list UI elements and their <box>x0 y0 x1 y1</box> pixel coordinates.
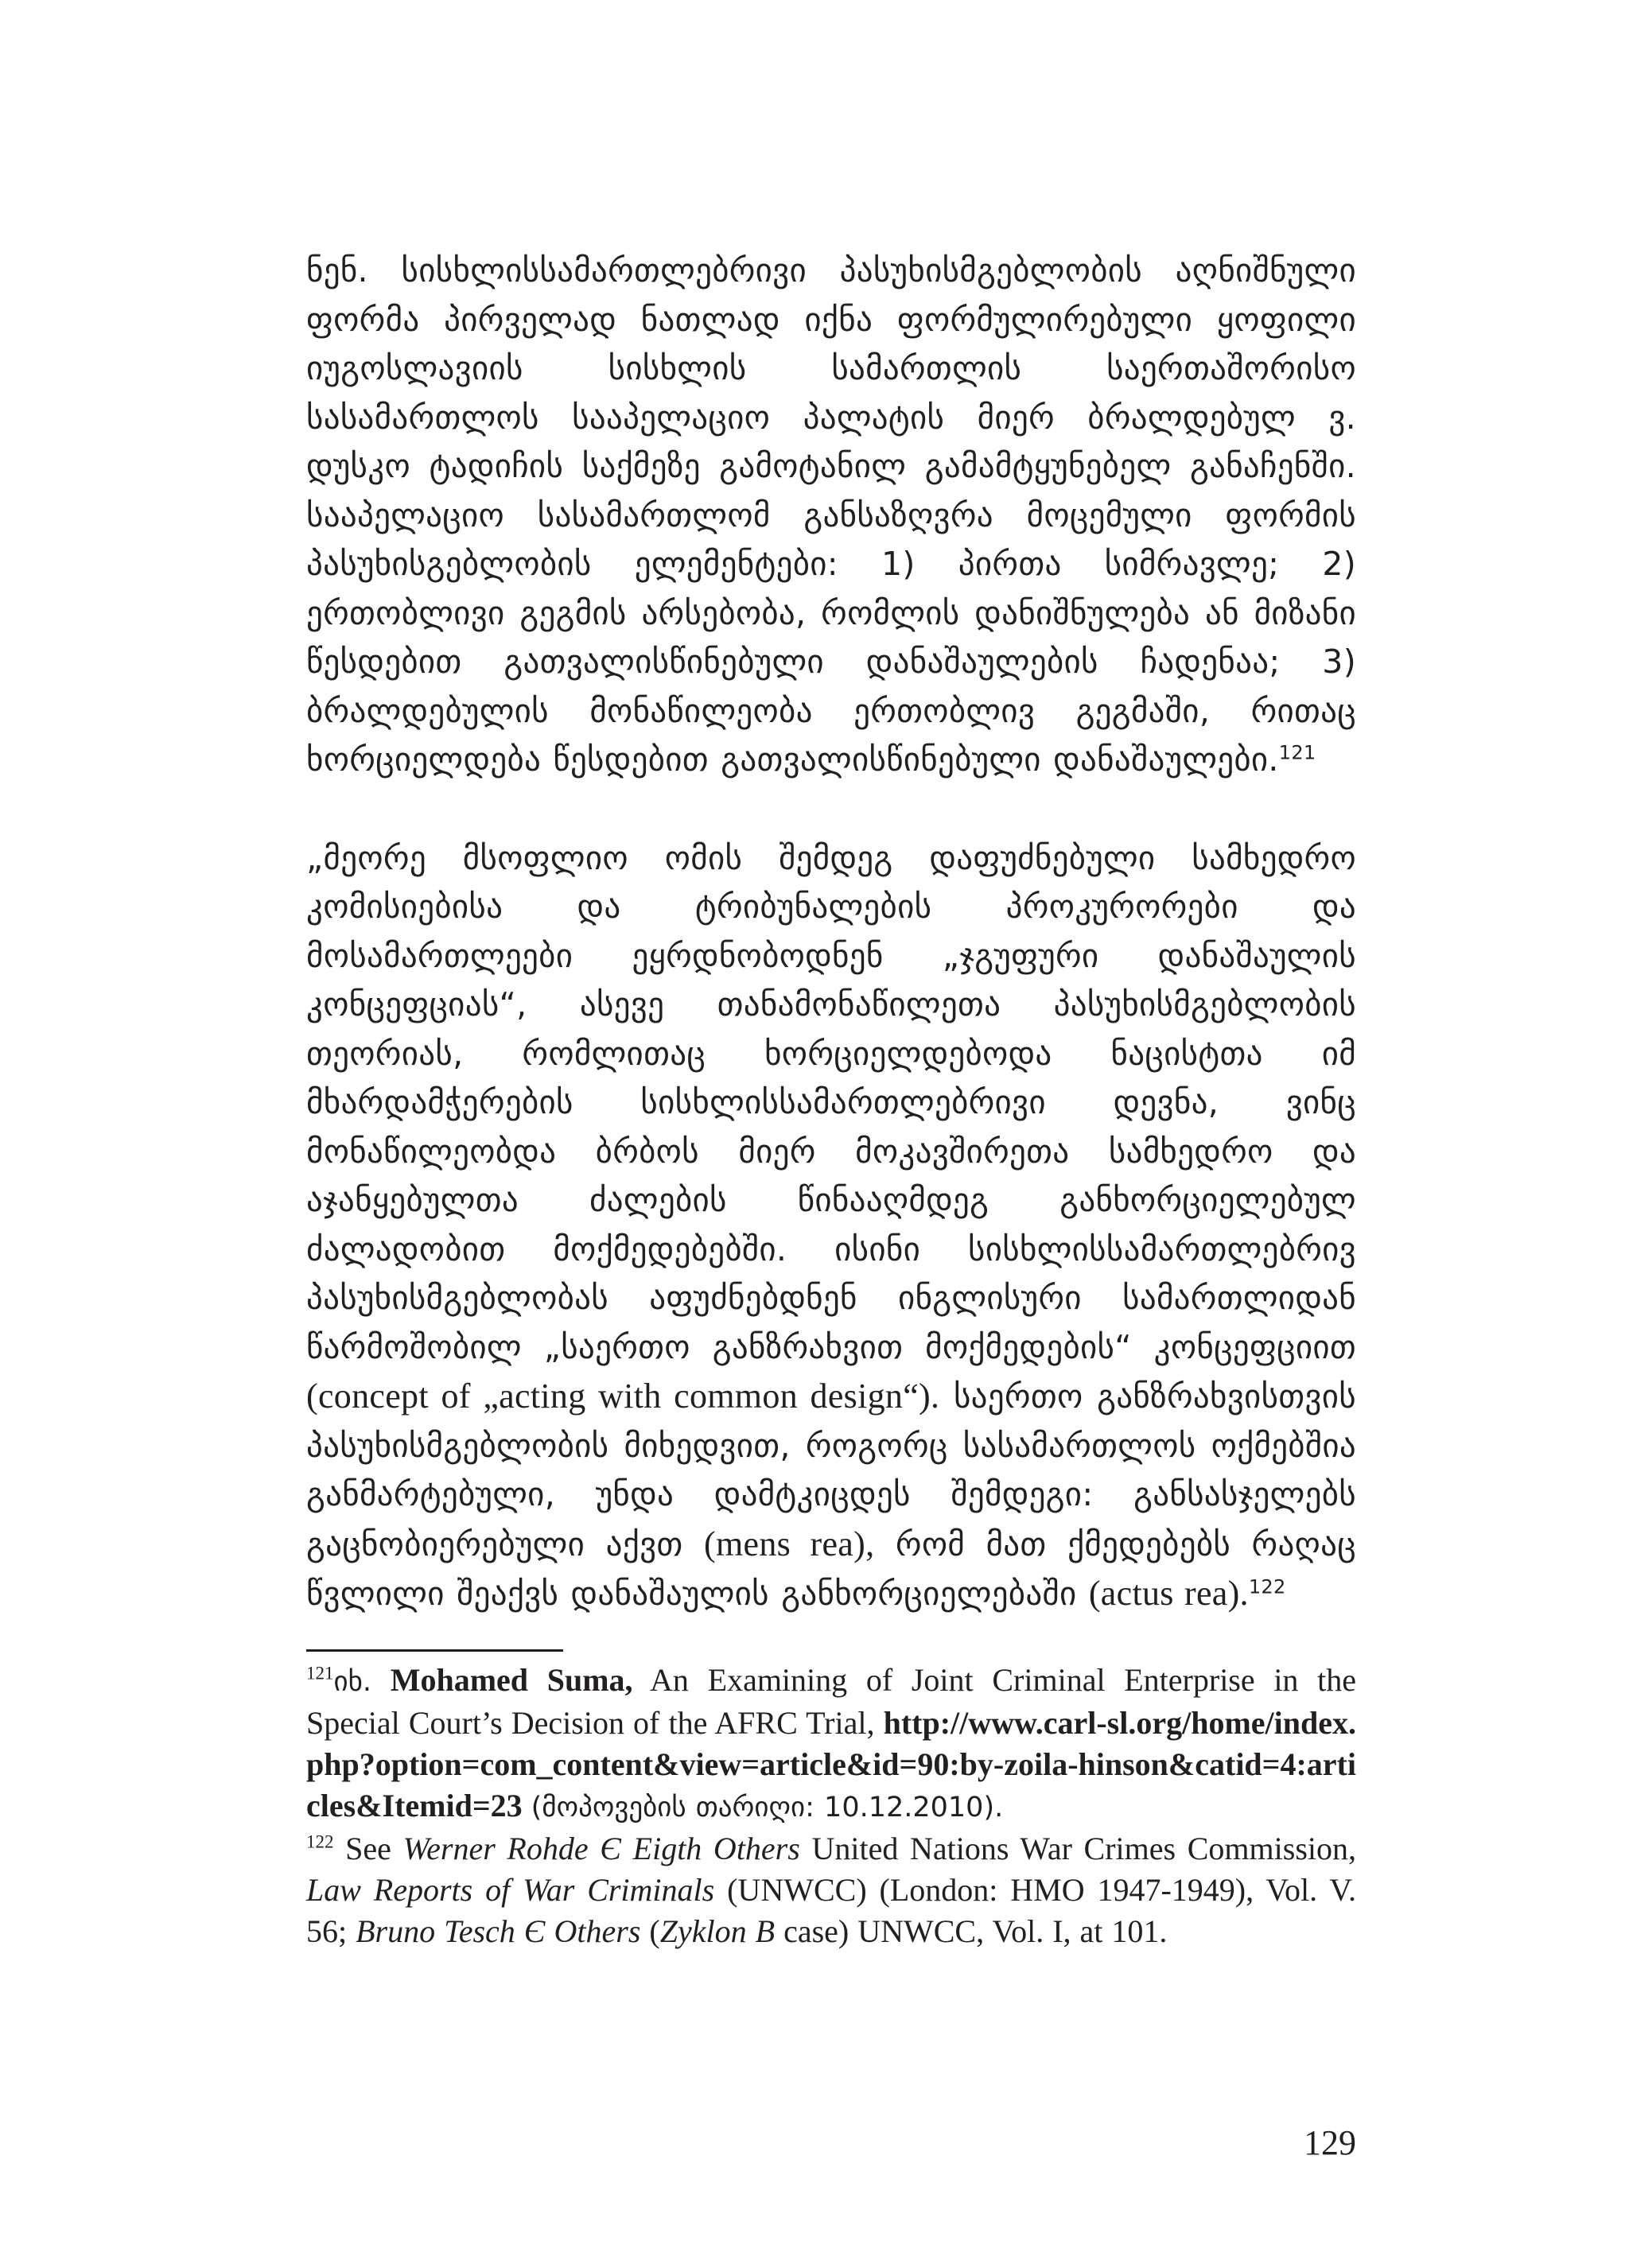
footnote-ref-121[interactable]: 121 <box>1278 741 1316 764</box>
latin-term-mens-rea: (mens rea), <box>704 1524 875 1563</box>
page-content <box>306 247 1356 1952</box>
paragraph-1-text: ნენ. სისხლისსამართლებრივი პასუხისმგებლობის აღნიშნული ფორმა პირველად ნათლად იქნა ფორმულირებული ყოფილი იუგოსლავიის სისხლის სამართლის საერთაშორისო სასამართლოს სააპელაციო პალატის მიერ ბრალდებულ ვ. დუსკო ტადიჩის საქმეზე გამოტანილ გამამტყუნებელ განაჩენში. სააპელაციო სასამართლომ განსაზღვრა მოცემული ფორმის პასუხისგებლობის ელემენტები: 1) პირთა სიმრავლე; 2) ერთობლივი გეგმის არსებობა, რომლის დანიშნულება ან მიზანი წესდებით გათვალისწინებული დანაშაულების ჩადენაა; 3) ბრალდებულის მონაწილეობა ერთობლივ გეგმაში, რითაც ხორციელდება წესდებით გათვალისწინებული დანაშაულები. <box>306 251 1356 779</box>
footnote-121-see: იხ. <box>333 1665 372 1698</box>
footnote-122-law-reports: Law Reports of War Criminals <box>306 1871 715 1908</box>
footnote-number-122: 122 <box>306 1831 334 1852</box>
footnote-121 <box>306 1660 1356 1828</box>
paragraph-2-text-part-3: რომ მათ ქმედებებს რაღაც წვლილი შეაქვს დანაშაულის განხორციელებაში <box>306 1524 1356 1613</box>
footnote-number-121: 121 <box>306 1663 334 1684</box>
footnote-122-text-1: United Nations War Crimes Commission, <box>799 1830 1356 1866</box>
paragraph-2-text-part-1: „მეორე მსოფლიო ომის შემდეგ დაფუძნებული სამხედრო კომისიებისა და ტრიბუნალების პროკურორები და მოსამართლეები ეყრდნობოდნენ „ჯგუფური დანაშაულის კონცეფციას“, ასევე თანამონაწილეთა პასუხისმგებლობის თეორიას, რომლითაც ხორციელდებოდა ნაცისტთა იმ მხარდამჭერების სისხლისსამართლებრივი დევნა, ვინც მონაწილეობდა ბრბოს მიერ მოკავშირეთა სამხედრო და აჯანყებულთა ძალების წინააღმდეგ განხორციელებულ ძალადობით მოქმედებებში. ისინი სისხლისსამართლებრივ პასუხისმგებლობას აფუძნებდნენ ინგლისური სამართლიდან წარმოშობილ „საერთო განზრახვით მოქმედების“ კონცეფციით <box>306 838 1356 1366</box>
body-paragraph-2 <box>306 834 1356 1619</box>
footnote-122-text-2: (UNWCC) (London: HMO 1947-1949), Vol. V. 56; <box>306 1871 1356 1949</box>
footnote-separator <box>306 1649 563 1652</box>
body-paragraph-1 <box>306 247 1356 785</box>
footnote-122-text-3: ( <box>640 1913 660 1949</box>
footnote-122-see: See <box>333 1830 403 1866</box>
footnote-121-access-date: (მოპოვების თარიღი: 10.12.2010). <box>531 1791 1004 1823</box>
footnote-121-url[interactable]: http://www.carl-sl.org/home/index.php?option=com_content&view=article&id=90:by-zoila-hinson&catid=4:articles&Itemid=23 <box>306 1704 1356 1823</box>
footnote-122-case-rohde: Werner Rohde Є Eigth Others <box>402 1830 800 1866</box>
latin-term-concept: (concept of „acting with common design“). <box>306 1377 940 1416</box>
page-number: 129 <box>1304 2123 1356 2162</box>
footnote-122-case-zyklon: Zyklon B <box>659 1913 776 1949</box>
latin-term-actus-rea: (actus rea). <box>1088 1574 1249 1613</box>
footnote-122-case-tesch: Bruno Tesch Є Others <box>356 1913 641 1949</box>
footnote-ref-122[interactable]: 122 <box>1248 1575 1286 1598</box>
footnote-121-author: Mohamed Suma, <box>390 1661 633 1698</box>
paragraph-2-text-part-2: საერთო განზრახვისთვის პასუხისმგებლობის მიხედვით, როგორც სასამართლოს ოქმებშია განმარტებული, უნდა დამტკიცდეს შემდეგი: განსასჯელებს გაცნობიერებული აქვთ <box>306 1377 1356 1563</box>
footnote-121-title: An Examining of Joint Criminal Enterprise in the Special Court’s Decision of the AFRC Trial, <box>306 1661 1356 1741</box>
footnote-122-text-4: case) UNWCC, Vol. I, at 101. <box>775 1913 1168 1949</box>
footnote-122 <box>306 1828 1356 1952</box>
